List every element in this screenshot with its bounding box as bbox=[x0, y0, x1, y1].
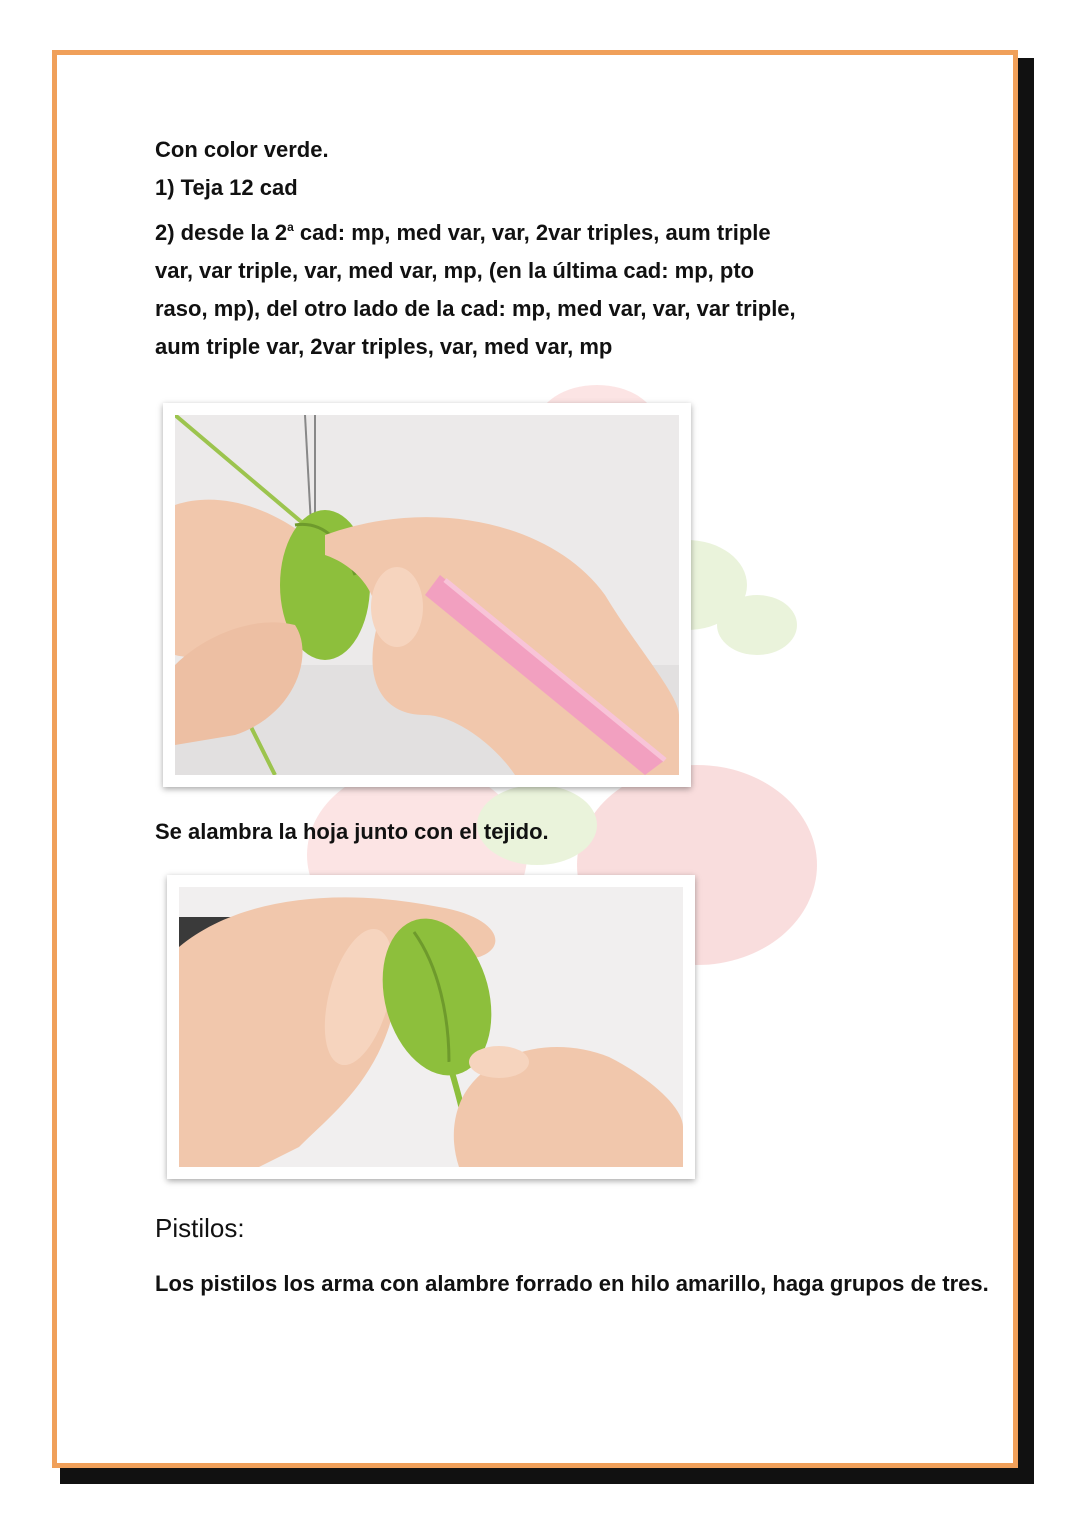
section-heading: Pistilos: bbox=[155, 1213, 245, 1243]
instruction-line: raso, mp), del otro lado de la cad: mp, med var, var, var triple, bbox=[155, 296, 796, 322]
instruction-line: aum triple var, 2var triples, var, med var, mp bbox=[155, 334, 613, 360]
wired-leaf-photo bbox=[167, 875, 695, 1179]
instruction-line: 1) Teja 12 cad bbox=[155, 175, 298, 201]
wired-leaf-image bbox=[179, 887, 683, 1167]
photo-caption: Se alambra la hoja junto con el tejido. bbox=[155, 819, 549, 844]
instruction-line: var, var triple, var, med var, mp, (en la última cad: mp, pto bbox=[155, 257, 755, 283]
instructions-text bbox=[155, 131, 955, 367]
crochet-leaf-image bbox=[175, 415, 679, 775]
document-page bbox=[52, 50, 1018, 1468]
crochet-leaf-photo bbox=[163, 403, 691, 787]
section-body-text: Los pistilos los arma con alambre forrado en hilo amarillo, haga grupos de tres. bbox=[155, 1271, 989, 1296]
instruction-line: Con color verde. bbox=[155, 137, 329, 162]
instruction-line: 2) desde la 2$^a$ cad: mp, med var, var, 2var triples, aum triple bbox=[155, 219, 771, 245]
